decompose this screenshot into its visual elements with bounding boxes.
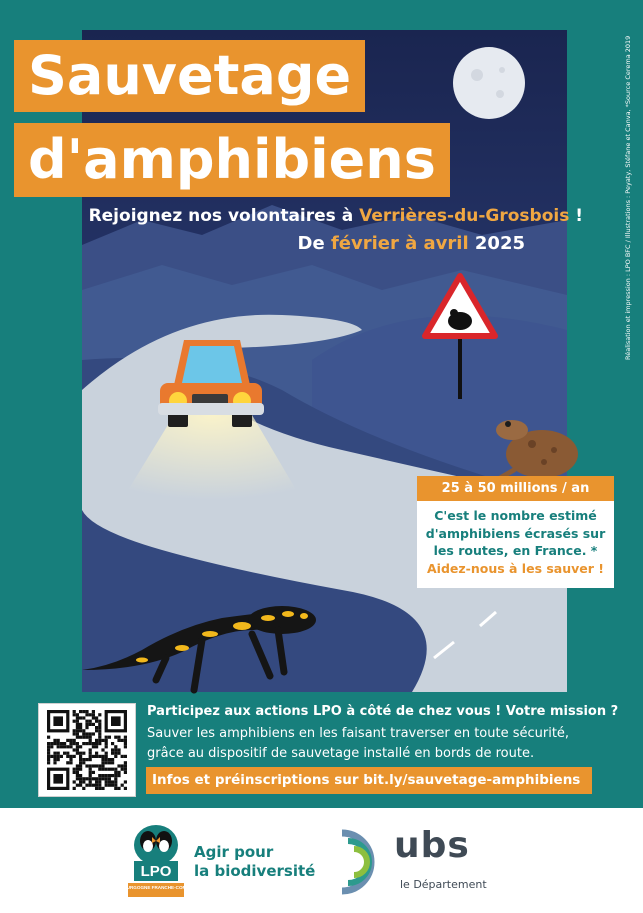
- doubs-wordmark: ubs: [394, 825, 470, 866]
- title-line-2: d'amphibiens: [14, 123, 450, 197]
- lpo-region: BOURGOGNE FRANCHE-COMTÉ: [119, 885, 193, 890]
- lpo-tagline-1: Agir pour: [194, 843, 274, 861]
- subtitle-period-prefix: De: [297, 233, 331, 254]
- subtitle-location-place: Verrières-du-Grosbois: [359, 206, 570, 226]
- lpo-label: LPO: [140, 863, 172, 880]
- mission-title: Participez aux actions LPO à côté de chez vous ! Votre mission ?: [147, 704, 619, 719]
- footer: [0, 808, 643, 913]
- lpo-logo: [119, 823, 193, 897]
- stat-cta: Aidez-nous à les sauver !: [427, 560, 604, 576]
- stat-headline: 25 à 50 millions / an: [417, 476, 614, 501]
- doubs-logo-mark: [330, 827, 400, 897]
- mission-text: Sauver les amphibiens en les faisant traverser en toute sécurité, grâce au dispositif de sauvetage installé en bords de route.: [147, 726, 570, 761]
- stat-box: [417, 476, 614, 588]
- doubs-subtitle: le Département: [400, 878, 487, 891]
- subtitle-period-year: 2025: [468, 233, 525, 254]
- credits-text: Réalisation et impression : LPO BFC / Illustrations : Peyaty, Stéfane et Canva, *Source Cerema 2019: [624, 35, 632, 360]
- subtitle-location-suffix: !: [569, 206, 583, 226]
- subtitle-location-prefix: Rejoignez nos volontaires à: [88, 206, 360, 226]
- subtitle-period-months: février à avril: [330, 233, 469, 254]
- signup-link[interactable]: Infos et préinscriptions sur bit.ly/sauvetage-amphibiens: [146, 767, 592, 794]
- lpo-tagline-2: la biodiversité: [194, 861, 316, 880]
- lpo-tagline: [194, 843, 315, 881]
- subtitle-location: [89, 206, 583, 226]
- title-line-1: Sauvetage: [14, 40, 365, 112]
- qr-code[interactable]: [38, 703, 136, 797]
- stat-body: [417, 501, 614, 588]
- subtitle-period: [298, 233, 525, 254]
- stat-body-text: C'est le nombre estimé d'amphibiens écrasés sur les routes, en France. *: [425, 508, 606, 558]
- credits-vertical: [598, 30, 638, 360]
